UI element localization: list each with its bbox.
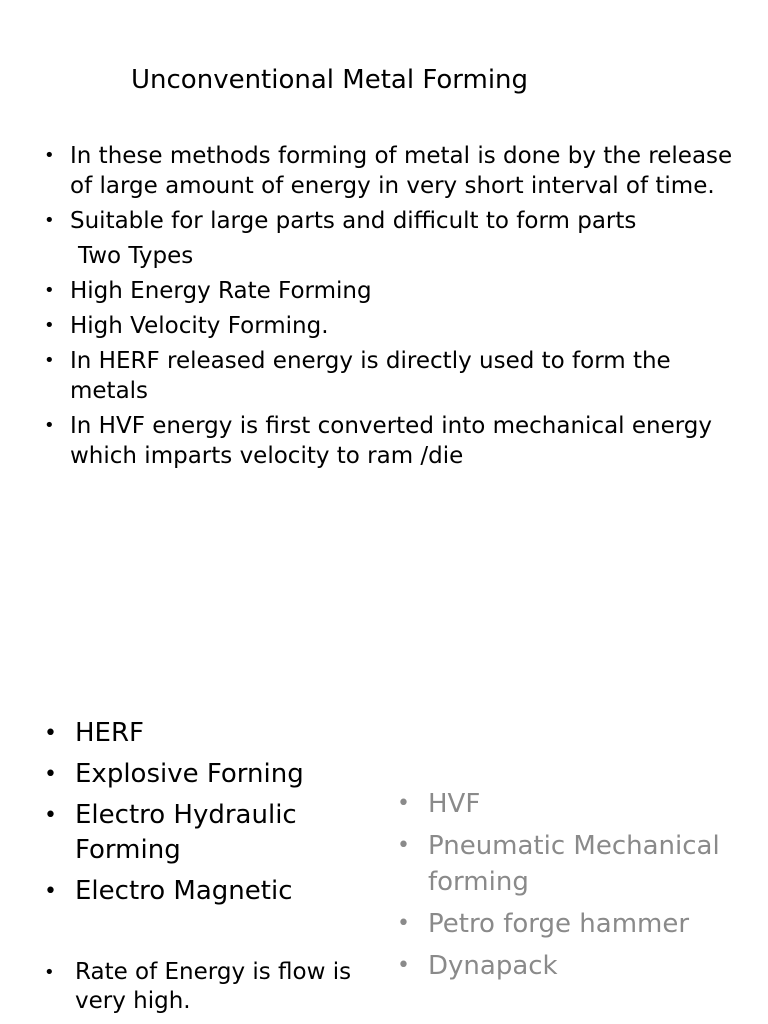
list-item-text: HERF xyxy=(75,718,144,748)
bullet-icon: • xyxy=(397,791,410,816)
list-item xyxy=(44,874,374,909)
list-item-text: Dynapack xyxy=(428,951,558,981)
bullet-icon: • xyxy=(397,833,410,858)
list-item-text: Petro forge hammer xyxy=(428,909,690,939)
bullet-icon: • xyxy=(44,721,57,746)
bullet-icon: • xyxy=(44,280,55,301)
list-item xyxy=(44,716,374,751)
hvf-bullet-list xyxy=(397,786,737,990)
list-item-text: High Energy Rate Forming xyxy=(70,278,372,304)
list-item xyxy=(44,141,744,201)
list-item xyxy=(44,798,374,868)
list-item xyxy=(44,241,744,271)
list-item xyxy=(44,958,374,1016)
intro-bullet-list xyxy=(44,141,744,476)
list-item xyxy=(44,311,744,341)
list-item-text: Rate of Energy is flow is very high. xyxy=(75,959,352,1014)
bullet-icon: • xyxy=(44,762,57,787)
list-item xyxy=(44,346,744,406)
bullet-icon: • xyxy=(44,210,55,231)
bullet-icon: • xyxy=(44,350,55,371)
list-item-text: In HVF energy is first converted into mechanical energy which imparts velocity to ram /die xyxy=(70,413,713,469)
list-item xyxy=(397,948,737,984)
list-item xyxy=(397,786,737,822)
bullet-icon: • xyxy=(397,953,410,978)
herf-bullet-list xyxy=(44,716,374,915)
bullet-icon: • xyxy=(44,879,57,904)
list-item xyxy=(44,757,374,792)
list-item-text: In HERF released energy is directly used to form the metals xyxy=(70,348,671,404)
list-item xyxy=(44,411,744,471)
bullet-icon: • xyxy=(44,415,55,436)
slide-title: Unconventional Metal Forming xyxy=(131,65,529,95)
list-item xyxy=(397,906,737,942)
list-item xyxy=(44,206,744,236)
list-item-text: In these methods forming of metal is done by the release of large amount of energy in very short interval of time. xyxy=(70,143,733,199)
bullet-icon: • xyxy=(44,803,57,828)
bullet-icon: • xyxy=(44,145,55,166)
list-item-text: Two Types xyxy=(78,243,194,269)
list-item-text: High Velocity Forming. xyxy=(70,313,329,339)
list-item-text: Electro Hydraulic Forming xyxy=(75,800,297,865)
bullet-icon: • xyxy=(44,962,55,983)
list-item-text: Electro Magnetic xyxy=(75,876,293,906)
list-item xyxy=(44,276,744,306)
list-item-text: Pneumatic Mechanical forming xyxy=(428,831,720,897)
list-item xyxy=(397,828,737,900)
list-item-text: Suitable for large parts and difficult to form parts xyxy=(70,208,637,234)
list-item-text: HVF xyxy=(428,789,481,819)
bullet-icon: • xyxy=(397,911,410,936)
list-item-text: Explosive Forning xyxy=(75,759,304,789)
bullet-icon: • xyxy=(44,315,55,336)
rate-bullet-list xyxy=(44,958,374,1016)
